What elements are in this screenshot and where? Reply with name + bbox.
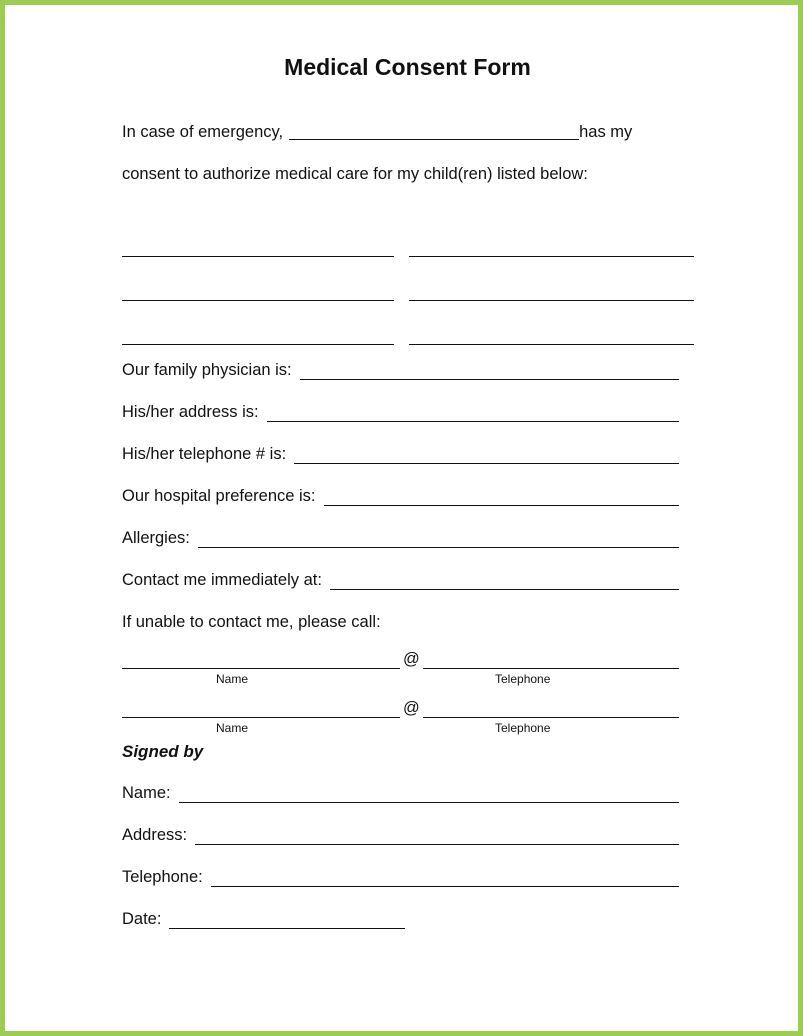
child-name-blank-line	[122, 257, 394, 301]
field-allergies	[122, 529, 693, 548]
emergency-contact-1-line	[122, 650, 693, 669]
children-names-section	[122, 213, 693, 345]
field-signature-telephone	[122, 868, 693, 887]
signature-date-label: Date:	[122, 910, 162, 928]
signature-telephone-blank-line	[211, 886, 679, 887]
field-physician-address	[122, 403, 693, 422]
field-signature-date	[122, 910, 693, 929]
name-caption: Name	[215, 721, 248, 735]
emergency-contact-2	[122, 699, 693, 736]
intro-paragraph	[122, 111, 693, 195]
intro-text-before-blank: In case of emergency,	[122, 123, 284, 141]
field-signature-address	[122, 826, 693, 845]
at-symbol: @	[403, 650, 420, 668]
child-name-blank-line	[122, 301, 394, 345]
emergency-contact-2-name-blank-line	[122, 717, 400, 718]
guardian-name-blank-line	[289, 139, 579, 140]
unable-to-contact-label: If unable to contact me, please call:	[122, 613, 381, 631]
field-family-physician	[122, 361, 693, 380]
emergency-contact-2-line	[122, 699, 693, 718]
physician-address-label: His/her address is:	[122, 403, 259, 421]
emergency-contact-1-name-blank-line	[122, 668, 400, 669]
hospital-preference-blank-line	[324, 505, 679, 506]
physician-telephone-label: His/her telephone # is:	[122, 445, 287, 463]
intro-line-2: consent to authorize medical care for my child(ren) listed below:	[122, 165, 588, 183]
allergies-label: Allergies:	[122, 529, 190, 547]
field-physician-telephone	[122, 445, 693, 464]
emergency-contact-1-labels	[122, 671, 693, 687]
signature-fields	[122, 784, 693, 929]
contact-immediately-label: Contact me immediately at:	[122, 571, 322, 589]
child-name-blank-line	[409, 213, 694, 257]
emergency-contact-2-telephone-blank-line	[423, 717, 679, 718]
telephone-caption: Telephone	[495, 721, 551, 735]
emergency-contact-2-labels	[122, 720, 693, 736]
unable-to-contact-heading	[122, 613, 693, 632]
medical-info-fields	[122, 361, 693, 632]
signature-telephone-label: Telephone:	[122, 868, 203, 886]
physician-address-blank-line	[267, 421, 679, 422]
signature-address-blank-line	[195, 844, 679, 845]
child-name-blank-line	[409, 257, 694, 301]
signature-address-label: Address:	[122, 826, 188, 844]
telephone-caption: Telephone	[495, 672, 551, 686]
signature-name-blank-line	[179, 802, 679, 803]
name-caption: Name	[215, 672, 248, 686]
signature-name-label: Name:	[122, 784, 171, 802]
signature-date-blank-line	[169, 928, 405, 929]
contact-immediately-blank-line	[330, 589, 679, 590]
page-title: Medical Consent Form	[284, 54, 531, 80]
field-signature-name	[122, 784, 693, 803]
child-name-blank-line	[409, 301, 694, 345]
emergency-contact-1	[122, 650, 693, 687]
emergency-contact-1-telephone-blank-line	[423, 668, 679, 669]
allergies-blank-line	[198, 547, 679, 548]
hospital-preference-label: Our hospital preference is:	[122, 487, 316, 505]
family-physician-label: Our family physician is:	[122, 361, 292, 379]
physician-telephone-blank-line	[294, 463, 679, 464]
child-name-blank-line	[122, 213, 394, 257]
at-symbol: @	[403, 699, 420, 717]
signed-by-heading: Signed by	[122, 742, 204, 761]
field-hospital-preference	[122, 487, 693, 506]
field-contact-immediately	[122, 571, 693, 590]
intro-text-after-blank: has my	[579, 123, 633, 141]
family-physician-blank-line	[300, 379, 679, 380]
